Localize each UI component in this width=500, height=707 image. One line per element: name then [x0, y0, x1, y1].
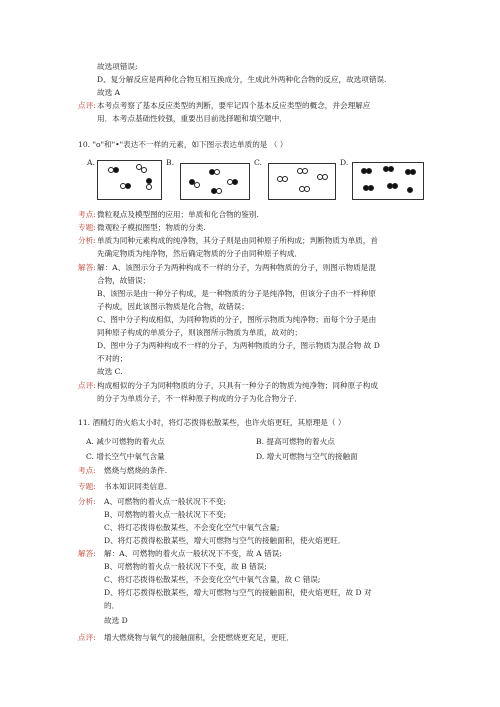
option-label: C. — [254, 158, 262, 167]
text-line: D、复分解反应是两种化合物互相互换成分，生成此外两种化合物的反应，故选项错误. — [97, 75, 387, 84]
text-line: 故选项错误; — [97, 62, 138, 71]
fenxi-line: A、可燃物的着火点一般状况下不变; — [104, 497, 226, 506]
fenxi-line: B、可燃物的着火点一般状况下不变; — [104, 510, 227, 519]
option-label: D. — [340, 158, 349, 167]
jieda-line: 解：A、该图示分子为两种构成不一样的分子，为两种物质的分子，则图示物质是混 — [97, 263, 376, 272]
option-a: A. 减少可燃物的着火点 — [86, 437, 165, 446]
kaodian-text: 微粒观点及模型图的应用；单质和化合物的鉴别. — [97, 210, 259, 219]
fenxi-tag: 分析: — [78, 236, 96, 245]
dianping-line: 增大燃烧物与氧气的接触面积，会使燃烧更充足，更旺． — [104, 633, 294, 642]
text-line: 用．本考点基础性较强，重要出目前选择题和填空题中． — [97, 114, 287, 123]
zhuanti-text: 微观粒子模拟图型；物质的分类. — [97, 223, 206, 232]
molecule-box-d — [352, 162, 424, 200]
fenxi-line: C、将灯芯拨得松散某些，不会变化空气中氧气含量; — [104, 523, 280, 532]
fenxi-line: 单质为同种元素构成的纯净物，其分子则是由同种原子所构成；判断物质为单质，首 — [97, 236, 378, 245]
jieda-line: D、图中分子为两种构成不一样的分子，为两种物质的分子，图示物质为混合物 故 D — [97, 341, 380, 350]
molecule-box-c — [268, 163, 336, 200]
jieda-line: 的． — [104, 601, 120, 610]
jieda-tag: 解答: — [78, 549, 96, 558]
comment-tag: 点评: — [78, 101, 96, 110]
molecule-box-a — [97, 160, 162, 200]
jieda-line: 合物，故错误； — [97, 276, 151, 285]
dianping-line: 构成相似的分子为同种物质的分子，只具有一种分子的物质为纯净物；同种原子构成 — [97, 381, 378, 390]
zhuanti-tag: 专题: — [78, 482, 96, 491]
dianping-tag: 点评: — [78, 633, 96, 642]
option-c: C. 增长空气中氧气含量 — [86, 452, 165, 461]
jieda-line: 故选 C. — [97, 367, 123, 376]
kaodian-tag: 考点: — [78, 210, 96, 219]
fenxi-tag: 分析: — [78, 497, 96, 506]
jieda-line: 解：A、可燃物的着火点一般状况下不变，故 A 错误; — [104, 549, 282, 558]
fenxi-line: 先确定物质为纯净物，然后确定物质的分子由同种原子构成． — [97, 249, 303, 258]
kaodian-tag: 考点: — [78, 466, 96, 475]
molecule-box-b — [180, 163, 250, 200]
dianping-line: 的分子为单质分子，不一样种原子构成的分子为化合物分子． — [97, 394, 303, 403]
jieda-line: 不对的； — [97, 354, 128, 363]
question-stem: 11. 酒精灯的火焰太小时，将灯芯拨得松散某些，也许火焰更旺，其原理是（ ） — [78, 418, 346, 427]
jieda-line: B、可燃物的着火点一般状况下不变，故 B 错误; — [104, 562, 267, 571]
option-b: B. 提高可燃物的着火点 — [256, 437, 335, 446]
jieda-line: B、该图示是由一种分子构成，是一种物质的分子是纯净物，但该分子由不一样种原 — [97, 289, 376, 298]
jieda-line: C、将灯芯拨得松散某些，不会变化空气中氧气含量，故 C 错误; — [104, 575, 321, 584]
jieda-tag: 解答: — [78, 263, 96, 272]
jieda-line: 同种原子构成的单质分子，则该图所示物质为单质，故对的； — [97, 328, 303, 337]
dianping-tag: 点评: — [78, 381, 96, 390]
text-line: 故选 A — [97, 88, 121, 97]
option-label: B. — [166, 158, 174, 167]
fenxi-line: D、将灯芯拨得松散某些，增大可燃物与空气的接触面积，使火焰更旺． — [104, 536, 346, 545]
jieda-line: 故选 D — [104, 616, 128, 625]
kaodian-text: 燃烧与燃烧的条件. — [104, 466, 168, 475]
jieda-line: D、将灯芯拨得松散某些，增大可燃物与空气的接触面积，使火焰更旺，故 D 对 — [104, 588, 372, 597]
option-label: A. — [87, 158, 95, 167]
text-line: 本考点考察了基本反应类型的判断，要牢记四个基本反应类型的概念，并会理解应 — [97, 101, 371, 110]
question-stem: 10. "o"和"•"表达不一样的元素，如下图示表达单质的是 （ ） — [78, 140, 288, 149]
jieda-line: C、图中分子构成相似，为同种物质的分子，图所示物质为纯净物；而每个分子是由 — [97, 315, 377, 324]
zhuanti-text: 书本知识同类信息. — [104, 482, 168, 491]
option-d: D. 增大可燃物与空气的接触面 — [256, 452, 358, 461]
zhuanti-tag: 专题: — [78, 223, 96, 232]
jieda-line: 子构成，因此该图示物质是化合物，故错误； — [97, 302, 249, 311]
